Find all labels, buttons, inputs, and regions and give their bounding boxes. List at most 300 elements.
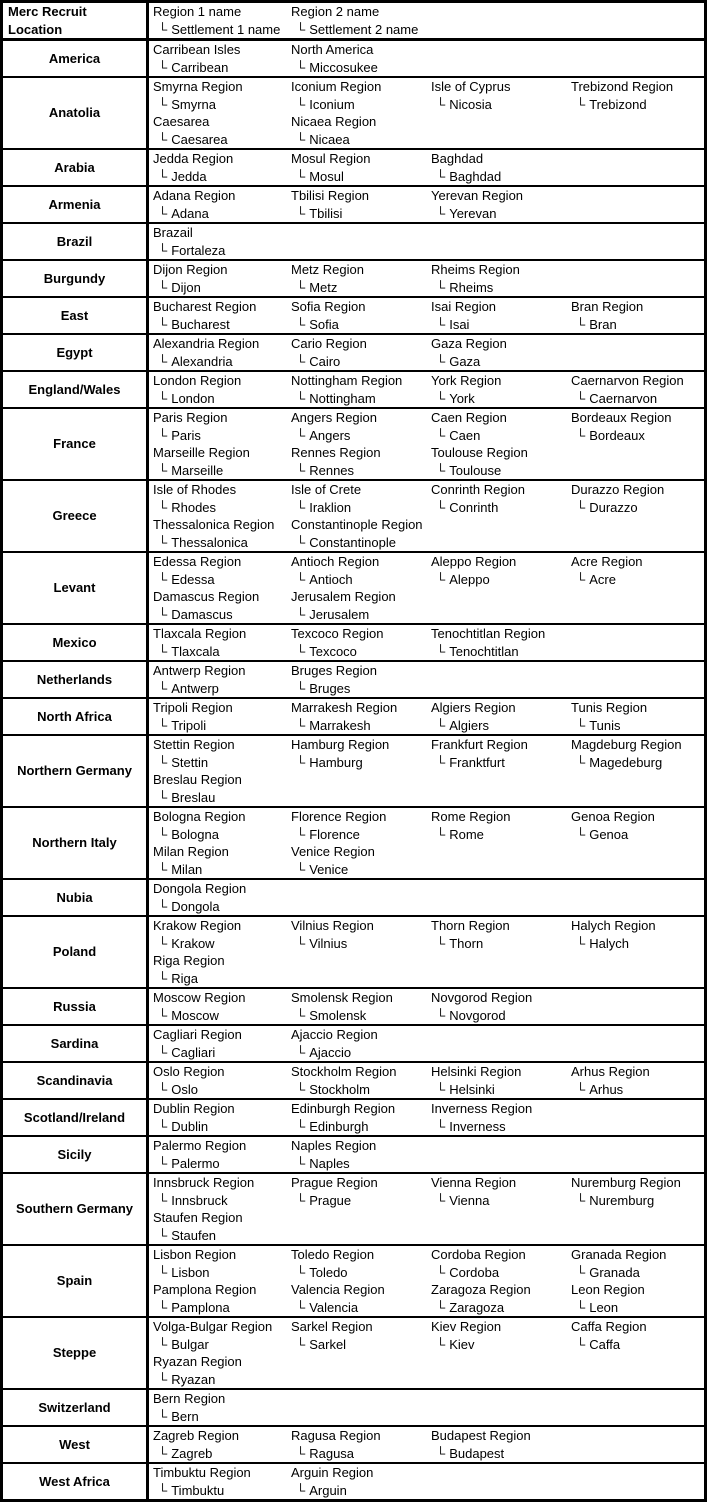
region-settlement-entry <box>427 1281 567 1316</box>
table-row <box>2 879 706 916</box>
settlement-line <box>291 168 427 186</box>
region-name: Tlaxcala Region <box>153 626 247 641</box>
region-name: Tunis Region <box>571 700 648 715</box>
region-name: Nottingham Region <box>291 373 403 388</box>
location-cell: Mexico <box>2 624 148 661</box>
settlement-line <box>571 717 704 735</box>
row-content-cell <box>148 735 706 807</box>
region-column-label: Region 2 name <box>291 4 380 19</box>
settlement-line <box>291 1007 427 1025</box>
tree-branch-glyph: └ <box>576 1192 586 1208</box>
settlement-line <box>431 1118 567 1136</box>
region-name: Caen Region <box>431 410 507 425</box>
row-content-cell <box>148 1025 706 1062</box>
tree-branch-glyph: └ <box>158 279 168 295</box>
tree-branch-glyph: └ <box>296 1155 306 1171</box>
location-cell: Burgundy <box>2 260 148 297</box>
settlement-name: Alexandria <box>171 353 233 369</box>
settlement-line <box>431 1192 567 1210</box>
region-name: Vienna Region <box>431 1175 517 1190</box>
settlement-name: London <box>171 390 215 406</box>
region-settlement-entry <box>149 41 287 76</box>
region-name: Isle of Cyprus <box>431 79 511 94</box>
settlement-name: Hamburg <box>309 754 363 770</box>
settlement-name: Venice <box>309 861 349 877</box>
tree-branch-glyph: └ <box>296 168 306 184</box>
region-name: Kiev Region <box>431 1319 502 1334</box>
tree-branch-glyph: └ <box>436 1118 446 1134</box>
tree-branch-glyph: └ <box>158 1482 168 1498</box>
tree-branch-glyph: └ <box>158 1445 168 1461</box>
table-row <box>2 1317 706 1389</box>
settlement-name: Nuremburg <box>589 1192 655 1208</box>
tree-branch-glyph: └ <box>158 717 168 733</box>
region-name: Lisbon Region <box>153 1247 237 1262</box>
region-settlement-entry <box>149 1464 287 1499</box>
region-settlement-entry <box>149 150 287 185</box>
settlement-line <box>571 390 704 408</box>
region-name: Arguin Region <box>291 1465 374 1480</box>
tree-branch-glyph: └ <box>158 1336 168 1352</box>
region-name: Carribean Isles <box>153 42 241 57</box>
region-settlement-entry <box>567 372 704 407</box>
tree-branch-glyph: └ <box>296 390 306 406</box>
settlement-name: Budapest <box>449 1445 505 1461</box>
region-settlement-entry <box>149 1209 287 1244</box>
region-name: Iconium Region <box>291 79 382 94</box>
table-row <box>2 334 706 371</box>
region-name: Isle of Crete <box>291 482 362 497</box>
region-name: Riga Region <box>153 953 225 968</box>
location-cell: Scandinavia <box>2 1062 148 1099</box>
row-content-cell <box>148 1426 706 1463</box>
settlement-name: Timbuktu <box>171 1482 225 1498</box>
region-grid <box>149 917 704 987</box>
settlement-name: Toledo <box>309 1264 348 1280</box>
location-cell: Southern Germany <box>2 1173 148 1245</box>
region-settlement-entry <box>287 588 427 623</box>
region-settlement-entry <box>427 1174 567 1209</box>
tree-branch-glyph: └ <box>436 353 446 369</box>
settlement-name: Naples <box>309 1155 350 1171</box>
settlement-line <box>431 353 567 371</box>
settlement-name: Novgorod <box>449 1007 506 1023</box>
settlement-name: Nicosia <box>449 96 492 112</box>
region-settlement-entry <box>149 187 287 222</box>
settlement-name: Franktfurt <box>449 754 505 770</box>
region-settlement-entry <box>149 1353 287 1388</box>
settlement-line <box>153 168 287 186</box>
tree-branch-glyph: └ <box>158 96 168 112</box>
settlement-name: Granada <box>589 1264 640 1280</box>
settlement-name: Cairo <box>309 353 341 369</box>
region-settlement-entry <box>427 187 567 222</box>
settlement-column-text: Settlement 1 name <box>171 21 281 37</box>
settlement-name: Dongola <box>171 898 220 914</box>
table-row <box>2 149 706 186</box>
settlement-name: Nicaea <box>309 131 350 147</box>
settlement-line <box>571 1264 704 1282</box>
region-name: Caesarea <box>153 114 210 129</box>
settlement-name: Smolensk <box>309 1007 367 1023</box>
tree-branch-glyph: └ <box>296 754 306 770</box>
settlement-name: Rennes <box>309 462 355 478</box>
settlement-line <box>571 96 704 114</box>
region-name: North America <box>291 42 374 57</box>
region-settlement-entry <box>149 1174 287 1209</box>
table-row <box>2 297 706 334</box>
settlement-name: Conrinth <box>449 499 499 515</box>
tree-branch-glyph: └ <box>296 205 306 221</box>
region-settlement-entry <box>149 917 287 952</box>
tree-branch-glyph: └ <box>296 131 306 147</box>
header-column-1 <box>149 3 287 38</box>
settlement-line <box>153 1371 287 1389</box>
tree-branch-glyph: └ <box>158 1227 168 1243</box>
region-settlement-entry <box>427 625 567 660</box>
tree-branch-glyph: └ <box>436 499 446 515</box>
settlement-line <box>571 316 704 334</box>
region-settlement-entry <box>149 1246 287 1281</box>
settlement-name: Toulouse <box>449 462 502 478</box>
location-cell: Spain <box>2 1245 148 1317</box>
region-name: Edessa Region <box>153 554 242 569</box>
region-name: Isle of Rhodes <box>153 482 237 497</box>
table-row <box>2 77 706 149</box>
settlement-line <box>153 462 287 480</box>
settlement-name: Mosul <box>309 168 344 184</box>
row-content-cell <box>148 624 706 661</box>
region-settlement-entry <box>567 736 704 771</box>
settlement-line <box>571 1192 704 1210</box>
settlement-name: Antwerp <box>171 680 219 696</box>
region-name: Alexandria Region <box>153 336 260 351</box>
region-settlement-entry <box>427 1246 567 1281</box>
region-name: Halych Region <box>571 918 656 933</box>
region-name: Durazzo Region <box>571 482 665 497</box>
region-settlement-entry <box>427 335 567 370</box>
region-settlement-entry <box>149 481 287 516</box>
settlement-name: Isai <box>449 316 470 332</box>
region-settlement-entry <box>149 1063 287 1098</box>
tree-branch-glyph: └ <box>576 96 586 112</box>
region-name: Genoa Region <box>571 809 655 824</box>
settlement-line <box>153 427 287 445</box>
region-settlement-entry <box>427 261 567 296</box>
tree-branch-glyph: └ <box>436 754 446 770</box>
settlement-column-label <box>153 21 287 39</box>
tree-branch-glyph: └ <box>436 1445 446 1461</box>
location-cell: Sicily <box>2 1136 148 1173</box>
row-content-cell <box>148 1099 706 1136</box>
settlement-name: Jerusalem <box>309 606 370 622</box>
location-cell: Switzerland <box>2 1389 148 1426</box>
tree-branch-glyph: └ <box>158 1371 168 1387</box>
region-name: Isai Region <box>431 299 497 314</box>
region-name: Aleppo Region <box>431 554 517 569</box>
settlement-line <box>431 1445 567 1463</box>
region-grid <box>149 261 704 296</box>
table-row <box>2 552 706 624</box>
region-settlement-entry <box>287 516 427 551</box>
region-name: Breslau Region <box>153 772 242 787</box>
settlement-name: Rhodes <box>171 499 217 515</box>
tree-branch-glyph: └ <box>158 789 168 805</box>
settlement-name: York <box>449 390 475 406</box>
region-name: Stettin Region <box>153 737 235 752</box>
settlement-name: Iconium <box>309 96 355 112</box>
tree-branch-glyph: └ <box>296 826 306 842</box>
settlement-line <box>431 462 567 480</box>
region-settlement-entry <box>567 1318 704 1353</box>
settlement-name: Iraklion <box>309 499 352 515</box>
region-settlement-entry <box>287 409 427 444</box>
settlement-line <box>291 1445 427 1463</box>
settlement-line <box>153 643 287 661</box>
tree-branch-glyph: └ <box>436 96 446 112</box>
region-name: Toledo Region <box>291 1247 375 1262</box>
settlement-name: Bulgar <box>171 1336 209 1352</box>
tree-branch-glyph: └ <box>296 96 306 112</box>
table-row <box>2 661 706 698</box>
settlement-line <box>291 935 427 953</box>
region-settlement-entry <box>149 736 287 771</box>
tree-branch-glyph: └ <box>436 427 446 443</box>
region-name: Jedda Region <box>153 151 234 166</box>
settlement-line <box>431 205 567 223</box>
row-content-cell <box>148 260 706 297</box>
region-settlement-entry <box>567 1174 704 1209</box>
header-column-2 <box>287 3 427 38</box>
region-grid <box>149 1174 704 1244</box>
settlement-line <box>431 279 567 297</box>
tree-branch-glyph: └ <box>436 390 446 406</box>
location-cell: Anatolia <box>2 77 148 149</box>
settlement-name: Tunis <box>589 717 621 733</box>
region-settlement-entry <box>287 78 427 113</box>
tree-branch-glyph: └ <box>296 1192 306 1208</box>
region-settlement-entry <box>287 150 427 185</box>
settlement-name: Pamplona <box>171 1299 230 1315</box>
region-name: Tenochtitlan Region <box>431 626 546 641</box>
table-row <box>2 988 706 1025</box>
settlement-line <box>291 499 427 517</box>
tree-branch-glyph: └ <box>296 1044 306 1060</box>
region-settlement-entry <box>149 1026 287 1061</box>
region-grid <box>149 1390 704 1425</box>
tree-branch-glyph: └ <box>296 1336 306 1352</box>
settlement-name: Acre <box>589 571 616 587</box>
settlement-name: Helsinki <box>449 1081 495 1097</box>
region-settlement-entry <box>567 1281 704 1316</box>
region-name: Conrinth Region <box>431 482 525 497</box>
table-row <box>2 1099 706 1136</box>
row-content-cell <box>148 480 706 552</box>
settlement-line <box>291 353 427 371</box>
settlement-name: Fortaleza <box>171 242 226 258</box>
settlement-name: Paris <box>171 427 201 443</box>
region-settlement-entry <box>567 1246 704 1281</box>
region-grid <box>149 1026 704 1061</box>
tree-branch-glyph: └ <box>158 462 168 478</box>
tree-branch-glyph: └ <box>158 1007 168 1023</box>
row-content-cell <box>148 149 706 186</box>
tree-branch-glyph: └ <box>158 861 168 877</box>
region-settlement-entry <box>287 1246 427 1281</box>
region-settlement-entry <box>567 553 704 588</box>
settlement-name: Leon <box>589 1299 619 1315</box>
settlement-name: Bordeaux <box>589 427 645 443</box>
settlement-name: Genoa <box>589 826 629 842</box>
settlement-line <box>291 205 427 223</box>
region-settlement-entry <box>149 771 287 806</box>
region-name: Toulouse Region <box>431 445 528 460</box>
region-name: Oslo Region <box>153 1064 225 1079</box>
tree-branch-glyph: └ <box>296 935 306 951</box>
region-grid <box>149 1246 704 1316</box>
region-settlement-entry <box>287 41 427 76</box>
row-content-cell <box>148 1136 706 1173</box>
region-name: Valencia Region <box>291 1282 385 1297</box>
settlement-line <box>571 826 704 844</box>
settlement-name: Thorn <box>449 935 484 951</box>
settlement-name: Staufen <box>171 1227 217 1243</box>
region-name: Vilnius Region <box>291 918 374 933</box>
region-settlement-entry <box>567 481 704 516</box>
region-name: Zaragoza Region <box>431 1282 531 1297</box>
region-settlement-entry <box>427 372 567 407</box>
tree-branch-glyph: └ <box>296 861 306 877</box>
settlement-name: Milan <box>171 861 203 877</box>
settlement-line <box>291 606 427 624</box>
settlement-name: Cordoba <box>449 1264 500 1280</box>
location-cell: America <box>2 40 148 78</box>
region-settlement-entry <box>287 1100 427 1135</box>
row-content-cell <box>148 1463 706 1501</box>
settlement-name: Breslau <box>171 789 216 805</box>
settlement-line <box>153 935 287 953</box>
settlement-column-label <box>291 21 427 39</box>
table-body <box>2 40 706 1501</box>
row-content-cell <box>148 1062 706 1099</box>
settlement-line <box>291 1192 427 1210</box>
region-grid <box>149 1464 704 1499</box>
settlement-name: Gaza <box>449 353 481 369</box>
region-grid <box>149 481 704 551</box>
tree-branch-glyph: └ <box>576 427 586 443</box>
settlement-line <box>291 131 427 149</box>
region-name: Bran Region <box>571 299 644 314</box>
settlement-name: Tenochtitlan <box>449 643 519 659</box>
tree-branch-glyph: └ <box>158 1081 168 1097</box>
location-cell: West Africa <box>2 1463 148 1501</box>
settlement-name: Innsbruck <box>171 1192 228 1208</box>
region-grid <box>149 625 704 660</box>
tree-branch-glyph: └ <box>436 168 446 184</box>
region-grid <box>149 1318 704 1388</box>
region-name: Adana Region <box>153 188 236 203</box>
region-name: Stockholm Region <box>291 1064 397 1079</box>
region-settlement-entry <box>287 1281 427 1316</box>
table-row <box>2 371 706 408</box>
settlement-name: Oslo <box>171 1081 198 1097</box>
settlement-name: Trebizond <box>589 96 647 112</box>
settlement-line <box>153 789 287 807</box>
settlement-name: Caernarvon <box>589 390 658 406</box>
tree-branch-glyph: └ <box>576 717 586 733</box>
location-header-cell <box>2 2 148 40</box>
settlement-name: Bucharest <box>171 316 230 332</box>
region-name: Baghdad <box>431 151 484 166</box>
tree-branch-glyph: └ <box>158 499 168 515</box>
region-settlement-entry <box>427 150 567 185</box>
region-settlement-entry <box>427 409 567 444</box>
tree-branch-glyph: └ <box>296 21 306 37</box>
location-header-line1: Merc Recruit <box>8 4 87 19</box>
row-content-cell <box>148 40 706 78</box>
location-cell: Poland <box>2 916 148 988</box>
region-settlement-entry <box>149 335 287 370</box>
region-settlement-entry <box>287 662 427 697</box>
header-content-cell <box>148 2 706 40</box>
settlement-name: Bran <box>589 316 617 332</box>
settlement-name: Marseille <box>171 462 224 478</box>
tree-branch-glyph: └ <box>158 59 168 75</box>
tree-branch-glyph: └ <box>158 1044 168 1060</box>
tree-branch-glyph: └ <box>436 643 446 659</box>
settlement-name: Durazzo <box>589 499 638 515</box>
settlement-line <box>153 970 287 988</box>
region-settlement-entry <box>149 662 287 697</box>
settlement-line <box>431 316 567 334</box>
region-name: Hamburg Region <box>291 737 390 752</box>
region-settlement-entry <box>149 261 287 296</box>
region-name: Marseille Region <box>153 445 250 460</box>
tree-branch-glyph: └ <box>158 1192 168 1208</box>
region-name: Thessalonica Region <box>153 517 275 532</box>
row-content-cell <box>148 334 706 371</box>
settlement-name: Caffa <box>589 1336 621 1352</box>
tree-branch-glyph: └ <box>296 1445 306 1461</box>
settlement-name: Damascus <box>171 606 233 622</box>
settlement-line <box>153 1081 287 1099</box>
region-name: Sofia Region <box>291 299 366 314</box>
region-name: Sarkel Region <box>291 1319 373 1334</box>
tree-branch-glyph: └ <box>158 21 168 37</box>
tree-branch-glyph: └ <box>158 534 168 550</box>
settlement-name: Moscow <box>171 1007 219 1023</box>
region-name: Caernarvon Region <box>571 373 684 388</box>
settlement-line <box>153 826 287 844</box>
settlement-line <box>291 643 427 661</box>
region-name: Granada Region <box>571 1247 667 1262</box>
region-settlement-entry <box>149 952 287 987</box>
settlement-name: Smyrna <box>171 96 217 112</box>
tree-branch-glyph: └ <box>158 754 168 770</box>
tree-branch-glyph: └ <box>296 1299 306 1315</box>
tree-branch-glyph: └ <box>576 1264 586 1280</box>
row-content-cell <box>148 1173 706 1245</box>
region-name: Marrakesh Region <box>291 700 398 715</box>
settlement-name: Miccosukee <box>309 59 378 75</box>
region-settlement-entry <box>427 444 567 479</box>
region-name: Cario Region <box>291 336 367 351</box>
region-settlement-entry <box>287 917 427 952</box>
row-content-cell <box>148 1389 706 1426</box>
settlement-line <box>153 861 287 879</box>
region-settlement-entry <box>149 1427 287 1462</box>
region-settlement-entry <box>149 409 287 444</box>
